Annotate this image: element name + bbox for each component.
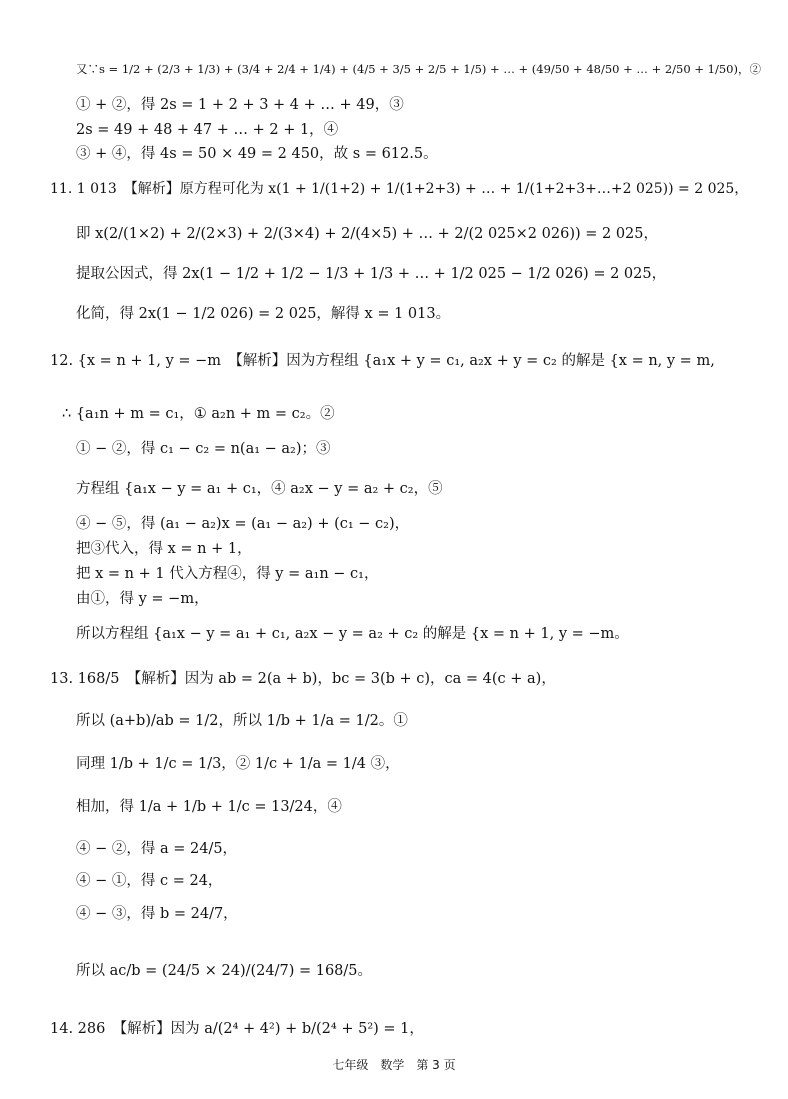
solution-line: 相加，得 1/a + 1/b + 1/c = 13/24，④ [76,799,342,815]
solution-line: ④ − ①，得 c = 24， [76,873,223,889]
solution-line: 所以方程组 {a₁x − y = a₁ + c₁, a₂x − y = a₂ + c₂ 的解是 {x = n + 1, y = −m。 [76,626,629,642]
problem-12-answer: 12. {x = n + 1, y = −m 【解析】因为方程组 {a₁x + y = c₁, a₂x + y = c₂ 的解是 {x = n, y = m, [50,353,715,369]
solution-line: ④ − ③，得 b = 24/7， [76,906,238,922]
solution-line: ① + ②，得 2s = 1 + 2 + 3 + 4 + … + 49，③ [76,97,404,113]
problem-14-answer: 14. 286 【解析】因为 a/(2⁴ + 4²) + b/(2⁴ + 5²) = 1， [50,1021,424,1037]
solution-line: 2s = 49 + 48 + 47 + … + 2 + 1，④ [76,122,339,138]
solution-line: 化简，得 2x(1 − 1/2 026) = 2 025，解得 x = 1 013。 [76,306,451,322]
solution-line: 又∵s = 1/2 + (2/3 + 1/3) + (3/4 + 2/4 + 1/4) + (4/5 + 3/5 + 2/5 + 1/5) + … + (49/50 + 48/50 + … + 2/50 + 1/50)，② [76,62,761,76]
problem-13-answer: 13. 168/5 【解析】因为 ab = 2(a + b)，bc = 3(b + c)，ca = 4(c + a)， [50,671,556,687]
solution-line: 同理 1/b + 1/c = 1/3，② 1/c + 1/a = 1/4 ③， [76,756,400,772]
solution-line: 方程组 {a₁x − y = a₁ + c₁，④ a₂x − y = a₂ + c₂，⑤ [76,481,443,497]
page-footer: 七年级 数学 第 3 页 [332,1058,456,1072]
solution-line: 把③代入，得 x = n + 1， [76,541,252,557]
solution-line: 所以 (a+b)/ab = 1/2，所以 1/b + 1/a = 1/2。① [76,713,408,729]
solution-line: 提取公因式，得 2x(1 − 1/2 + 1/2 − 1/3 + 1/3 + … + 1/2 025 − 1/2 026) = 2 025， [76,266,667,282]
solution-line: ① − ②，得 c₁ − c₂ = n(a₁ − a₂)；③ [76,441,331,457]
solution-line: 由①，得 y = −m， [76,591,209,607]
solution-line: ④ − ②，得 a = 24/5， [76,841,238,857]
solution-line: ∴ {a₁n + m = c₁，① a₂n + m = c₂。② [62,406,335,422]
solution-line: ③ + ④，得 4s = 50 × 49 = 2 450，故 s = 612.5。 [76,146,438,162]
solution-line: 把 x = n + 1 代入方程④，得 y = a₁n − c₁， [76,566,379,582]
problem-11-answer: 11. 1 013 【解析】原方程可化为 x(1 + 1/(1+2) + 1/(1+2+3) + … + 1/(1+2+3+…+2 025)) = 2 025， [50,181,749,197]
solution-line: ④ − ⑤，得 (a₁ − a₂)x = (a₁ − a₂) + (c₁ − c₂)， [76,516,410,532]
solution-line: 所以 ac/b = (24/5 × 24)/(24/7) = 168/5。 [76,963,373,979]
solution-line: 即 x(2/(1×2) + 2/(2×3) + 2/(3×4) + 2/(4×5) + … + 2/(2 025×2 026)) = 2 025， [76,226,659,242]
